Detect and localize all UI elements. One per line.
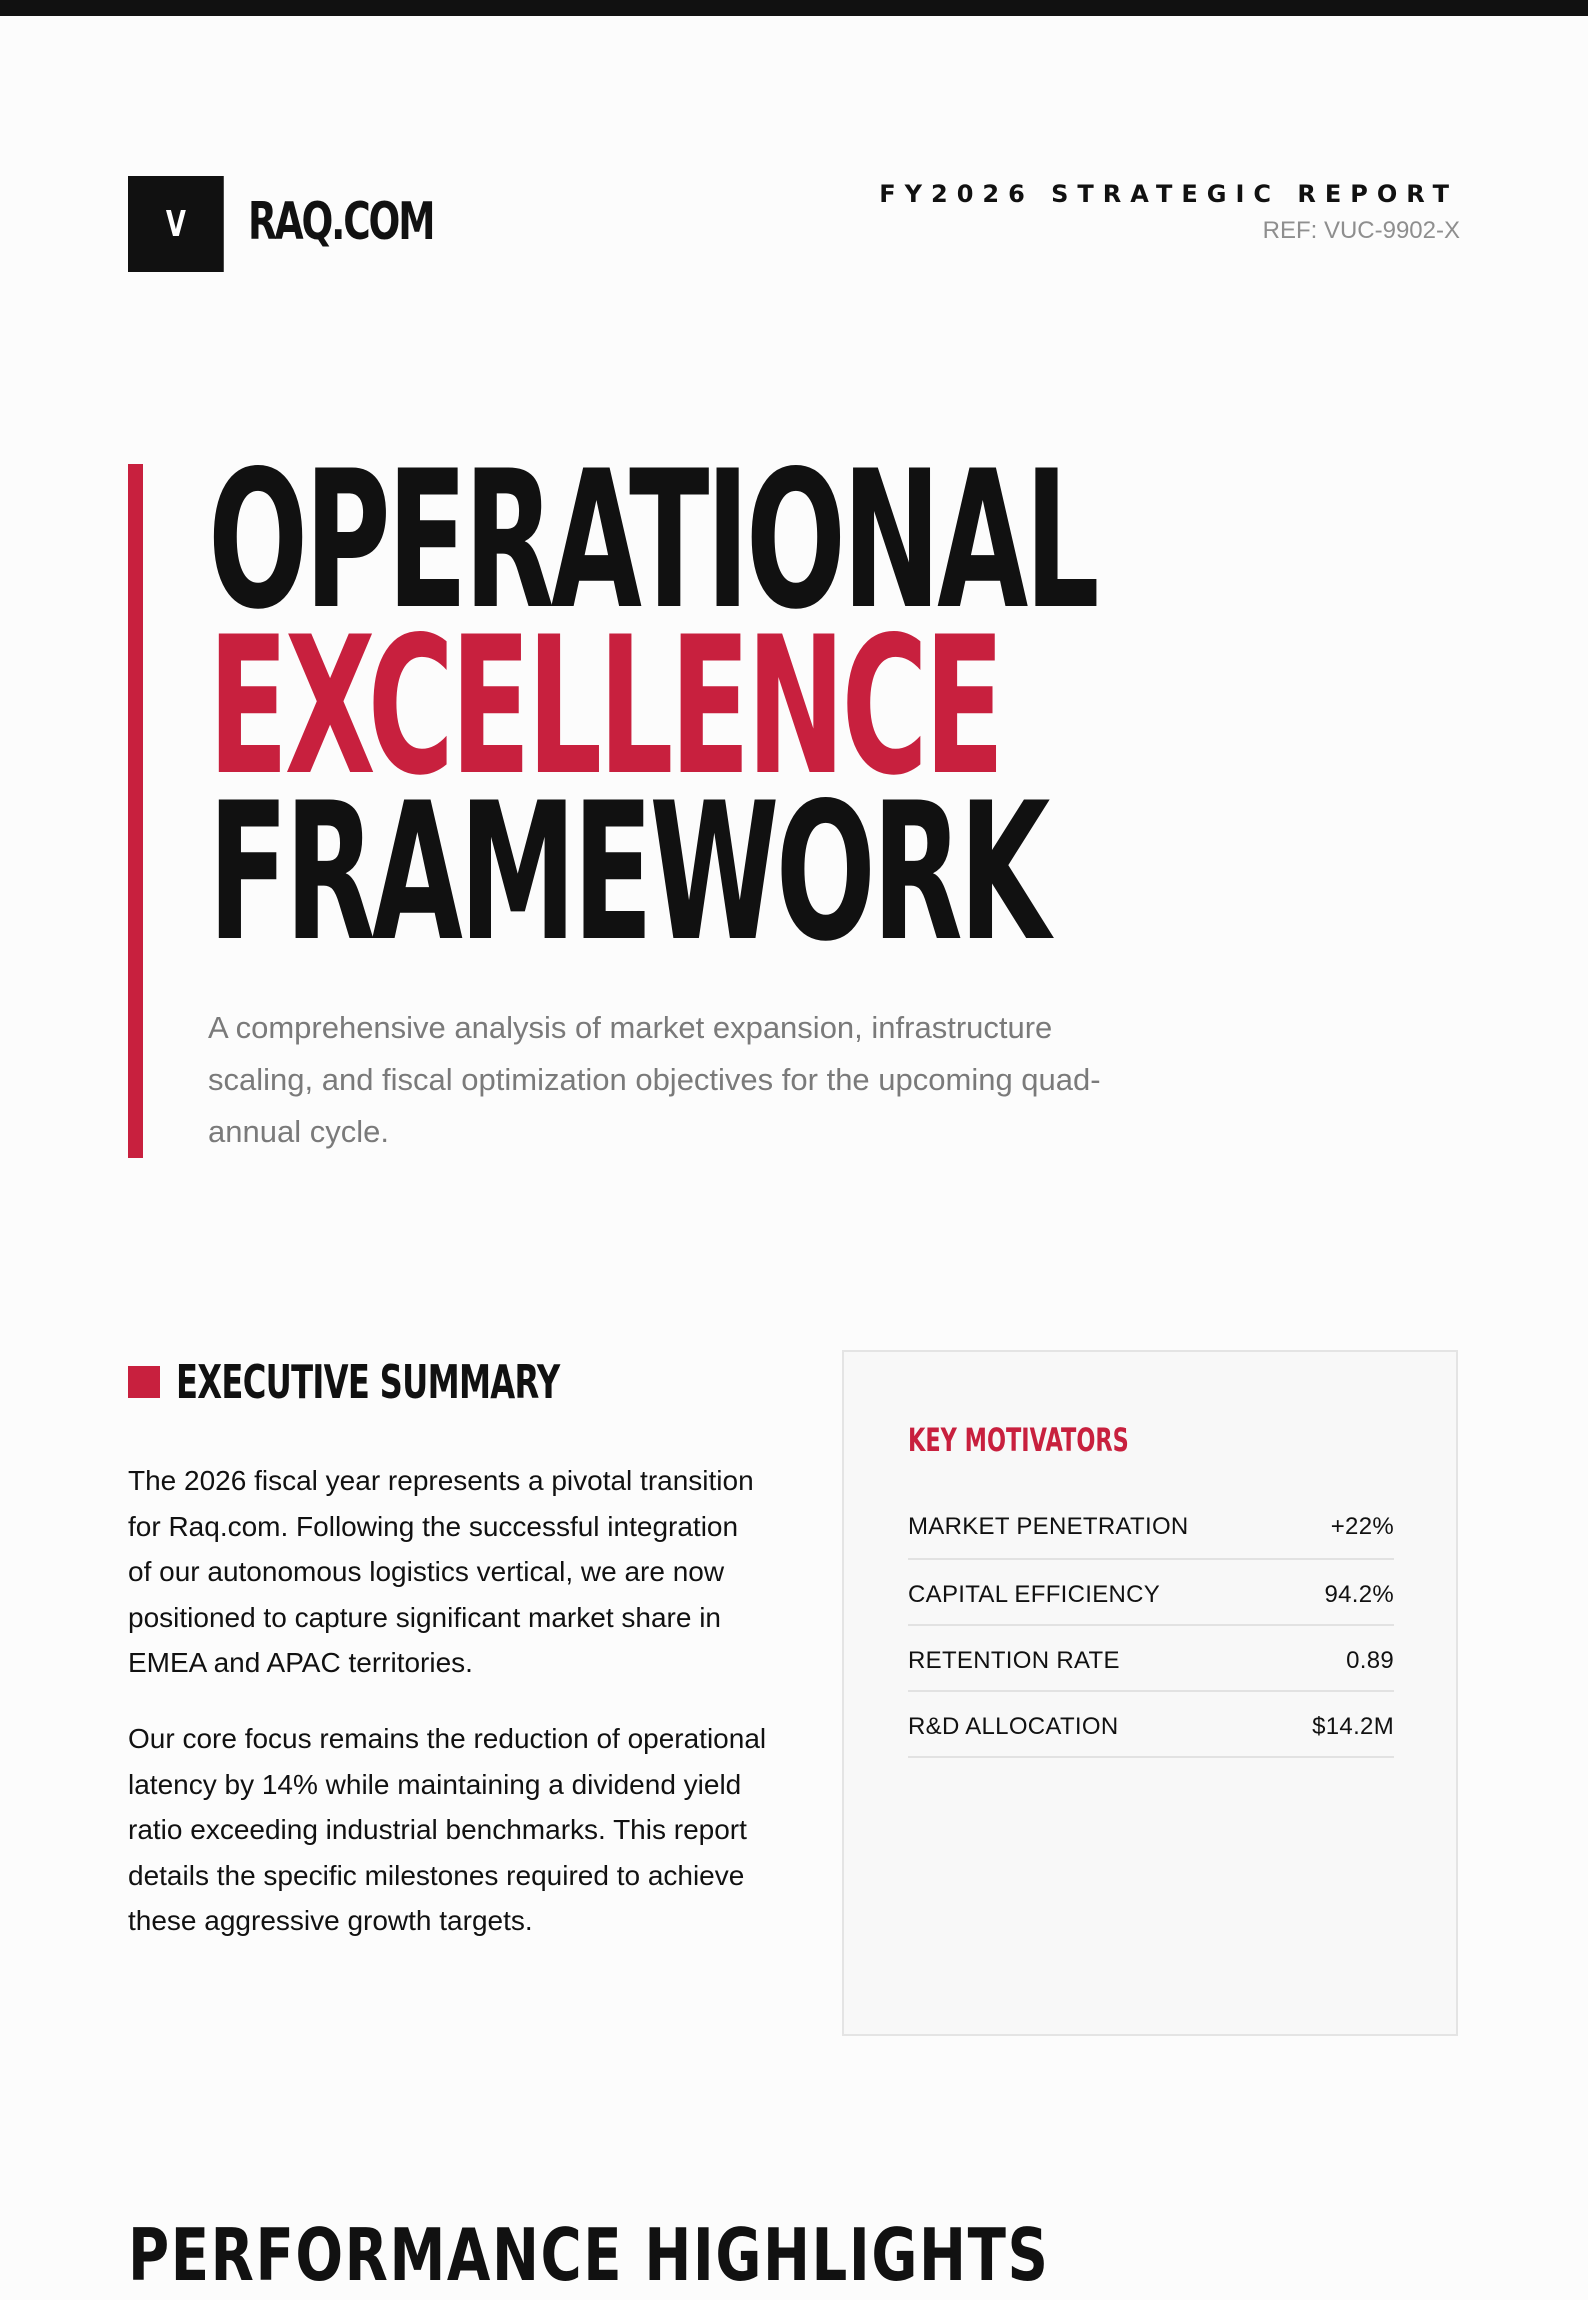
metric-value: +22% <box>1330 1513 1394 1540</box>
top-bar <box>0 0 1588 16</box>
metric-label: MARKET PENETRATION <box>908 1513 1189 1540</box>
key-motivators-card <box>842 1350 1458 2036</box>
hero-title-line-2: EXCELLENCE <box>208 596 1001 817</box>
section-marker <box>128 1366 160 1398</box>
hero-title <box>208 430 1096 983</box>
metric-row <box>908 1626 1394 1692</box>
hero-title-line-1: OPERATIONAL <box>208 430 1096 651</box>
executive-summary-heading: EXECUTIVE SUMMARY <box>176 1355 560 1409</box>
summary-paragraph: The 2026 fiscal year represents a pivotal transition for Raq.com. Following the successful integration of our autonomous logistics vertical, we are now positioned to capture significant market share in EMEA and APAC territories. <box>128 1465 754 1679</box>
hero-title-line-3: FRAMEWORK <box>208 762 1047 983</box>
metric-row <box>908 1560 1394 1626</box>
metric-value: $14.2M <box>1312 1713 1394 1740</box>
summary-paragraph: Our core focus remains the reduction of operational latency by 14% while maintaining a dividend yield ratio exceeding industrial benchmarks. This report details the specific milestones required to achieve these aggressive growth targets. <box>128 1722 767 1937</box>
logo-mark: V <box>128 176 224 272</box>
report-reference: REF: VUC-9902-X <box>1262 217 1460 244</box>
metric-row <box>908 1692 1394 1758</box>
executive-summary-body <box>128 1458 768 1974</box>
hero-accent-bar <box>128 464 143 1158</box>
hero-subtitle: A comprehensive analysis of market expansion, infrastructure scaling, and fiscal optimization objectives for the upcoming quad-annual cycle. <box>208 1010 1101 1149</box>
metric-label: CAPITAL EFFICIENCY <box>908 1581 1161 1608</box>
metric-list <box>908 1496 1394 1758</box>
performance-highlights-heading: PERFORMANCE HIGHLIGHTS <box>128 2213 1050 2297</box>
metric-label: RETENTION RATE <box>908 1647 1120 1674</box>
logo-wordmark: RAQ.COM <box>248 192 434 252</box>
metric-value: 0.89 <box>1346 1647 1394 1674</box>
key-motivators-title: KEY MOTIVATORS <box>908 1421 1129 1459</box>
metric-value: 94.2% <box>1324 1581 1394 1608</box>
metric-row <box>908 1496 1394 1560</box>
report-title: FY2026 STRATEGIC REPORT <box>879 180 1458 208</box>
metric-label: R&D ALLOCATION <box>908 1713 1119 1740</box>
